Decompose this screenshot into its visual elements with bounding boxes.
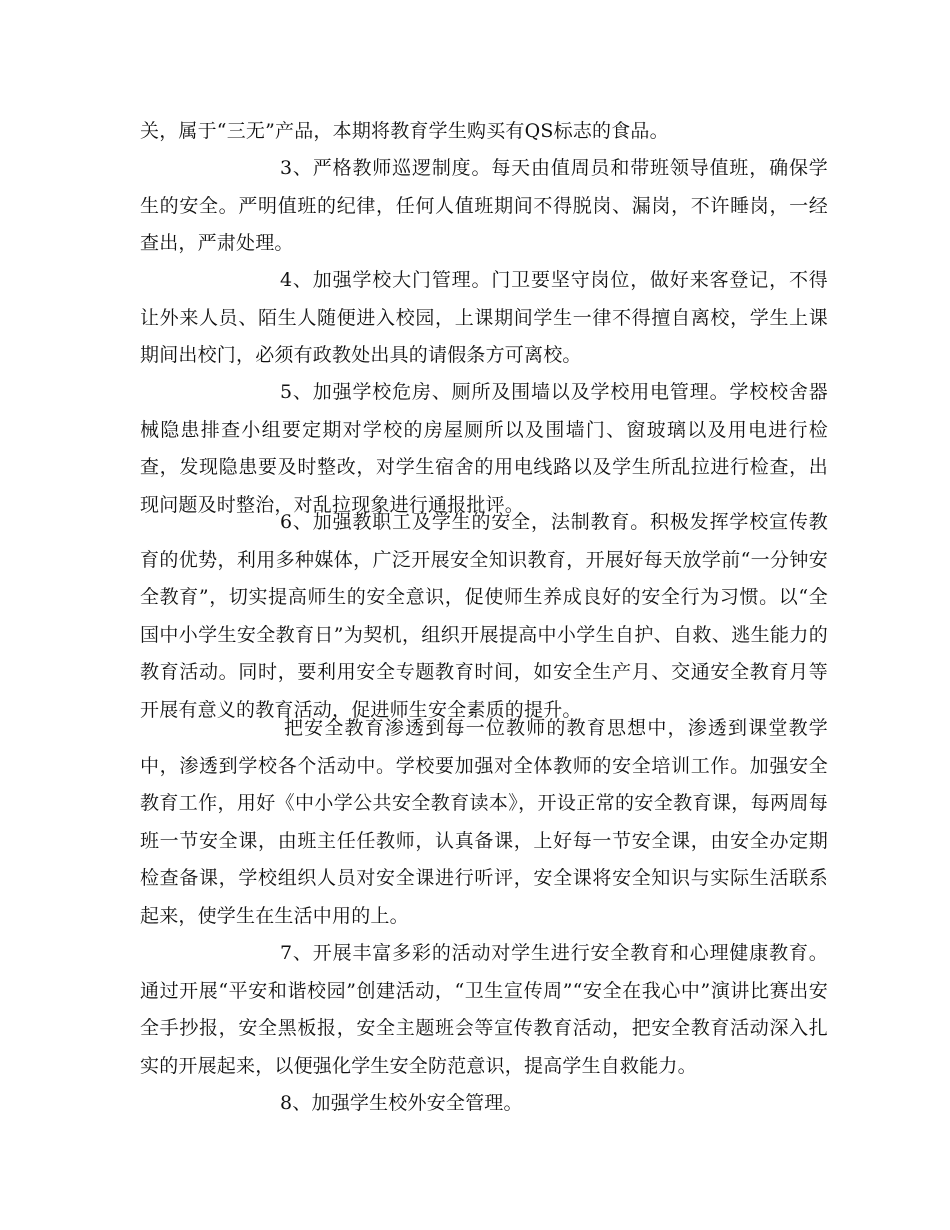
paragraph-safety-education: 把安全教育渗透到每一位教师的教育思想中，渗透到课堂教学中，渗透到学校各个活动中。学校要加强对全体教师的安全培训工作。加强安全教育工作，用好《中小学公共安全教育读本》，开设正常的安全教育课，每两周每班一节安全课，由班主任任教师，认真备课，上好每一节安全课，由安全办定期检查备课，学校组织人员对安全课进行听评，安全课将安全知识与实际生活联系起来，使学生在生活中用的上。 — [140, 717, 828, 927]
paragraph-continuation: 关，属于“三无”产品，本期将教育学生购买有QS标志的食品。 — [140, 120, 669, 142]
paragraph-item-5: 5、加强学校危房、厕所及围墙以及学校用电管理。学校校舍器械隐患排查小组要定期对学校的房屋厕所以及围墙门、窗玻璃以及用电进行检查，发现隐患要及时整改，对学生宿舍的用电线路以及学生所乱拉进行检查，出现问题及时整治，对乱拉现象进行通报批评。 — [140, 381, 828, 516]
paragraph-item-3: 3、严格教师巡逻制度。每天由值周员和带班领导值班，确保学生的安全。严明值班的纪律，任何人值班期间不得脱岗、漏岗，不许睡岗，一经查出，严肃处理。 — [140, 157, 828, 254]
paragraph-item-4: 4、加强学校大门管理。门卫要坚守岗位，做好来客登记，不得让外来人员、陌生人随便进入校园，上课期间学生一律不得擅自离校，学生上课期间出校门，必须有政教处出具的请假条方可离校。 — [140, 269, 828, 366]
paragraph-item-8: 8、加强学生校外安全管理。 — [280, 1092, 523, 1114]
paragraph-item-6: 6、加强教职工及学生的安全，法制教育。积极发挥学校宣传教育的优势，利用多种媒体，广泛开展安全知识教育，开展好每天放学前“一分钟安全教育”，切实提高师生的安全意识，促使师生养成良好的安全行为习惯。以“全国中小学生安全教育日”为契机，组织开展提高中小学生自护、自救、逃生能力的教育活动。同时，要利用安全专题教育时间，如安全生产月、交通安全教育月等开展有意义的教育活动，促进师生安全素质的提升。 — [140, 511, 828, 721]
paragraph-item-7: 7、开展丰富多彩的活动对学生进行安全教育和心理健康教育。通过开展“平安和谐校园”创建活动，“卫生宣传周”“安全在我心中”演讲比赛出安全手抄报，安全黑板报，安全主题班会等宣传教育活动，把安全教育活动深入扎实的开展起来，以便强化学生安全防范意识，提高学生自救能力。 — [140, 942, 828, 1077]
